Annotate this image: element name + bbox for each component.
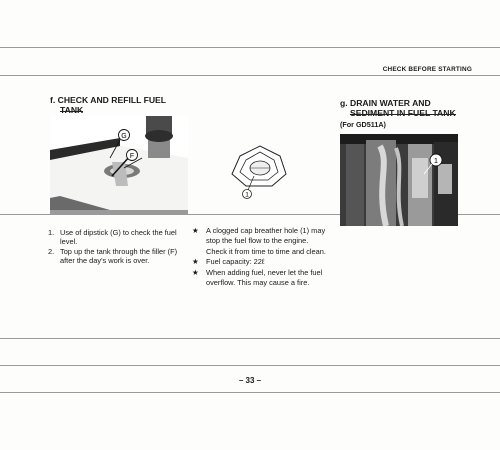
note-text: A clogged cap breather hole (1) may stop the fuel flow to the engine.	[206, 226, 326, 246]
drain-callout-label: 1	[433, 156, 439, 165]
fuel-cap-illustration	[226, 142, 292, 202]
note-text: When adding fuel, never let the fuel overflow. This may cause a fire.	[206, 267, 323, 288]
list-item	[192, 257, 332, 267]
section-f-title	[50, 95, 166, 115]
step-text: Use of dipstick (G) to check the fuel level.	[60, 228, 177, 247]
cap-callout-marker	[243, 190, 252, 199]
section-f-title-line2	[50, 105, 166, 115]
page-header: CHECK BEFORE STARTING	[382, 66, 472, 73]
lower-rule	[0, 338, 500, 339]
step-number: 1.	[48, 228, 55, 237]
header-rule	[0, 75, 500, 76]
fuel-tank-illustration	[50, 116, 188, 214]
list-item	[192, 226, 332, 247]
callout-g-marker	[119, 130, 130, 141]
list-item	[48, 228, 190, 247]
footer-rule-bottom	[0, 392, 500, 393]
fuel-tank-photo	[50, 116, 188, 214]
list-item	[192, 268, 332, 289]
list-item	[192, 247, 332, 257]
section-g-subtitle: (For GD511A)	[340, 120, 386, 129]
step-number: 2.	[48, 246, 55, 256]
section-f-steps	[48, 228, 190, 266]
footer-rule-top	[0, 365, 500, 366]
note-text: Fuel capacity: 22ℓ	[206, 257, 265, 267]
step-text: Top up the tank through the filler (F) after the day's work is over.	[60, 246, 178, 266]
star-icon: ★	[192, 267, 199, 277]
page-number: – 33 –	[238, 376, 262, 385]
callout-g-label: G	[121, 133, 127, 140]
drain-photo	[340, 134, 458, 226]
fuel-notes	[192, 226, 332, 288]
section-g-title-line2	[340, 108, 456, 118]
section-f-title-line1: f. CHECK AND REFILL FUEL	[50, 95, 167, 105]
cap-callout-label: 1	[245, 191, 249, 199]
fuel-cap-drawing	[226, 142, 292, 202]
section-g-title-line2-text: SEDIMENT IN FUEL TANK	[350, 108, 456, 118]
section-g-title	[340, 98, 456, 129]
callout-f-label: F	[129, 153, 135, 160]
note-text: Check it from time to time and clean.	[206, 246, 326, 256]
star-icon: ★	[192, 226, 199, 235]
callout-f-marker	[127, 150, 138, 161]
top-rule	[0, 47, 500, 48]
star-icon: ★	[192, 257, 199, 267]
drain-illustration	[340, 134, 458, 226]
list-item	[48, 247, 190, 266]
section-f-title-line2-text: TANK	[60, 105, 84, 115]
section-g-title-line1: g. DRAIN WATER AND	[340, 98, 431, 108]
